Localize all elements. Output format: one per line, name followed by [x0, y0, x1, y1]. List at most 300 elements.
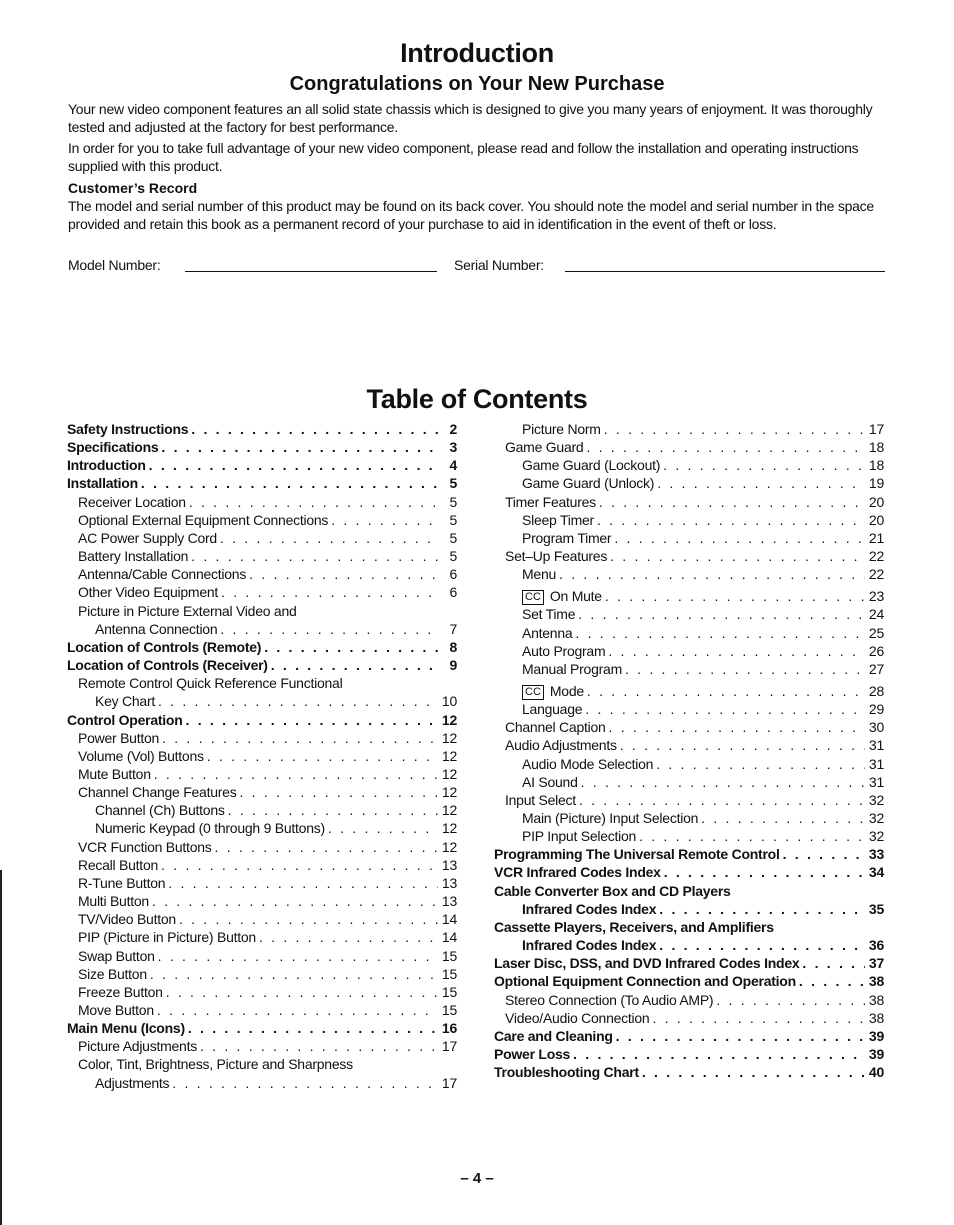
record-fields — [68, 256, 886, 276]
dot-leader — [716, 991, 865, 1009]
toc-entry-title — [505, 438, 583, 456]
toc-entry-page: 15 — [441, 965, 457, 982]
toc-entry-title — [78, 729, 159, 747]
dot-leader — [620, 736, 865, 754]
toc-entry — [67, 692, 457, 710]
toc-entry-page: 22 — [868, 548, 884, 565]
toc-entry — [67, 983, 457, 1001]
toc-entry-label: Infrared Codes Index — [522, 900, 657, 917]
toc-entry-page: 5 — [449, 511, 457, 528]
toc-entry-page: 16 — [441, 1020, 457, 1037]
dot-leader — [597, 511, 865, 529]
dot-leader — [659, 936, 865, 954]
dot-leader — [166, 983, 438, 1001]
toc-entry-label: VCR Function Buttons — [78, 838, 212, 855]
intro-paragraph-3: The model and serial number of this product may be found on its back cover. You should note the model and serial number in the space provided and retain this book as a permanent record of your purchase to aid in identification in the event of theft or loss. — [68, 198, 874, 232]
toc-entry — [67, 910, 457, 928]
toc-entry-label: Swap Button — [78, 947, 155, 964]
toc-entry-page: 24 — [868, 606, 884, 623]
toc-entry-title — [522, 809, 698, 827]
toc-entry-title — [78, 1001, 154, 1019]
toc-entry-title — [67, 438, 158, 456]
toc-entry-page: 37 — [868, 955, 884, 972]
toc-entry-title — [67, 474, 138, 492]
toc-entry-page: 6 — [449, 566, 457, 583]
toc-entry-label: Power Loss — [494, 1046, 571, 1062]
closed-caption-icon: CC — [522, 590, 544, 605]
dot-leader — [158, 947, 438, 965]
toc-entry — [67, 892, 457, 910]
toc-entry-page: 33 — [868, 846, 884, 863]
toc-entry-page: 34 — [868, 864, 884, 881]
toc-entry-label: Power Button — [78, 729, 160, 746]
toc-entry-label: Remote Control Quick Reference Functional — [78, 675, 343, 692]
dot-leader — [625, 660, 865, 678]
dot-leader — [172, 1074, 438, 1092]
toc-entry-page: 20 — [868, 511, 884, 528]
toc-entry-page: 26 — [868, 642, 884, 659]
dot-leader — [604, 420, 865, 438]
dot-leader — [639, 827, 865, 845]
toc-entry-title — [78, 493, 186, 511]
toc-entry-label: Set–Up Features — [505, 548, 608, 565]
toc-entry-label: Mode — [549, 683, 584, 700]
dot-leader — [215, 838, 438, 856]
dot-leader — [207, 747, 438, 765]
toc-entry-title — [67, 1019, 185, 1037]
toc-entry-title — [522, 605, 575, 623]
toc-entry-page: 35 — [868, 900, 884, 917]
dot-leader — [664, 863, 865, 881]
toc-entry-title — [522, 827, 636, 845]
toc-entry-page: 12 — [441, 747, 457, 764]
toc-entry-page: 17 — [441, 1038, 457, 1055]
toc-entry-page: 38 — [868, 973, 884, 990]
toc-entry — [67, 511, 457, 529]
toc-right-column — [494, 420, 884, 1081]
toc-entry — [67, 874, 457, 892]
toc-entry-title — [78, 1037, 197, 1055]
serial-number-field[interactable] — [565, 271, 885, 272]
dot-leader — [179, 910, 438, 928]
toc-entry-label: R-Tune Button — [78, 874, 166, 891]
toc-entry-page: 4 — [449, 457, 457, 474]
toc-entry — [67, 474, 457, 492]
dot-leader — [328, 819, 438, 837]
toc-entry-title — [78, 511, 328, 529]
toc-entry-title — [67, 456, 146, 474]
dot-leader — [161, 856, 438, 874]
toc-entry-title — [494, 918, 774, 936]
toc-entry — [494, 991, 884, 1009]
toc-entry-label: Specifications — [67, 439, 159, 456]
toc-entry — [494, 547, 884, 565]
toc-entry-label: Game Guard — [505, 439, 584, 456]
toc-entry-label: Manual Program — [522, 660, 622, 677]
dot-leader — [161, 438, 438, 456]
dot-leader — [228, 801, 438, 819]
toc-entry-title — [67, 420, 188, 438]
toc-entry-label: Menu — [522, 566, 557, 583]
toc-entry-label: Size Button — [78, 965, 147, 982]
toc-entry-label: Color, Tint, Brightness, Picture and Sharpness — [78, 1056, 353, 1073]
toc-entry-page: 13 — [441, 874, 457, 891]
toc-entry-page: 19 — [868, 475, 884, 492]
dot-leader — [149, 456, 438, 474]
toc-entry-page: 15 — [441, 947, 457, 964]
dot-leader — [663, 456, 865, 474]
toc-entry-title — [522, 700, 582, 718]
dot-leader — [249, 565, 438, 583]
toc-entry-title — [522, 936, 656, 954]
toc-entry-title — [522, 474, 654, 492]
toc-entry-label: Mute Button — [78, 765, 151, 782]
toc-entry-label: Channel Caption — [505, 719, 606, 736]
toc-entry-title — [505, 736, 617, 754]
toc-entry — [494, 605, 884, 623]
toc-entry-title — [78, 1055, 353, 1073]
toc-entry-title — [522, 529, 611, 547]
toc-entry-title — [522, 660, 622, 678]
dot-leader — [220, 620, 438, 638]
dot-leader — [259, 928, 438, 946]
toc-entry — [67, 602, 457, 620]
toc-entry — [494, 809, 884, 827]
toc-entry-label: Picture Norm — [522, 421, 601, 437]
toc-entry-page: 5 — [449, 529, 457, 546]
toc-entry-label: Language — [522, 701, 583, 718]
toc-entry-page: 5 — [449, 475, 457, 492]
toc-entry-title — [78, 565, 246, 583]
toc-entry-title — [505, 791, 576, 809]
dot-leader — [605, 587, 865, 605]
toc-entry-title — [522, 755, 653, 773]
dot-leader — [802, 954, 865, 972]
toc-entry — [67, 1074, 457, 1092]
toc-entry-title — [494, 1027, 613, 1045]
toc-entry — [494, 678, 884, 700]
toc-entry-label: Antenna Connection — [95, 620, 218, 637]
toc-entry-page: 12 — [441, 820, 457, 837]
toc-entry-page: 39 — [868, 1046, 884, 1062]
toc-entry — [494, 755, 884, 773]
toc-entry — [67, 783, 457, 801]
toc-entry-label: AI Sound — [522, 773, 578, 790]
dot-leader — [162, 729, 438, 747]
toc-entry-page: 8 — [449, 638, 457, 655]
dot-leader — [659, 900, 865, 918]
toc-entry-label: Video/Audio Connection — [505, 1009, 650, 1026]
toc-entry-title — [494, 972, 796, 990]
toc-entry-title — [522, 624, 572, 642]
dot-leader — [559, 565, 865, 583]
customer-record-heading: Customer’s Record — [68, 180, 198, 196]
toc-entry-page: 12 — [441, 784, 457, 801]
dot-leader — [587, 682, 865, 700]
toc-entry-label: Receiver Location — [78, 493, 186, 510]
dot-leader — [578, 605, 865, 623]
toc-entry-title — [494, 863, 661, 881]
toc-entry — [67, 1055, 457, 1073]
toc-entry-title — [95, 801, 225, 819]
toc-entry-page: 31 — [868, 755, 884, 772]
toc-entry-title — [494, 882, 731, 900]
dot-leader — [168, 874, 438, 892]
toc-entry — [494, 624, 884, 642]
toc-entry — [67, 856, 457, 874]
toc-entry-title — [78, 747, 204, 765]
toc-entry-page: 38 — [868, 991, 884, 1008]
toc-entry — [67, 438, 457, 456]
dot-leader — [610, 547, 865, 565]
toc-entry-title — [494, 1063, 639, 1081]
dot-leader — [271, 656, 438, 674]
toc-entry-title — [494, 845, 780, 863]
toc-entry-page: 23 — [868, 588, 884, 605]
toc-entry-title — [505, 1009, 649, 1027]
toc-entry-title — [494, 954, 799, 972]
intro-paragraph-1: Your new video component features an all solid state chassis which is designed to give you many years of enjoyment. It was thoroughly tested and adjusted at the factory for best performance. — [68, 101, 873, 135]
dot-leader — [573, 1045, 865, 1063]
toc-entry-page: 13 — [441, 856, 457, 873]
toc-entry — [494, 882, 884, 900]
toc-entry-label: Location of Controls (Receiver) — [67, 657, 268, 674]
toc-entry — [494, 1045, 884, 1063]
toc-entry — [67, 801, 457, 819]
toc-entry-page: 20 — [868, 493, 884, 510]
toc-entry-page: 28 — [868, 683, 884, 700]
dot-leader — [586, 438, 865, 456]
toc-entry-page: 30 — [868, 719, 884, 736]
intro-title: Introduction — [400, 38, 554, 68]
toc-entry-label: Channel (Ch) Buttons — [95, 802, 225, 819]
toc-entry — [494, 845, 884, 863]
toc-entry-title — [78, 947, 155, 965]
toc-entry-label: Game Guard (Unlock) — [522, 475, 655, 492]
toc-entry-label: Antenna — [522, 624, 573, 641]
toc-entry-page: 7 — [449, 620, 457, 637]
toc-entry — [67, 947, 457, 965]
toc-entry — [494, 736, 884, 754]
model-number-field[interactable] — [185, 271, 437, 272]
toc-entry-label: Sleep Timer — [522, 511, 594, 528]
toc-entry-label: Safety Instructions — [67, 421, 189, 437]
toc-entry-page: 10 — [441, 693, 457, 710]
dot-leader — [188, 1019, 438, 1037]
toc-entry-title — [505, 493, 596, 511]
toc-entry-label: Main (Picture) Input Selection — [522, 809, 699, 826]
dot-leader — [239, 783, 438, 801]
toc-entry-page: 2 — [449, 421, 457, 437]
toc-entry-title — [78, 874, 165, 892]
dot-leader — [608, 642, 865, 660]
toc-entry — [67, 420, 457, 438]
toc-entry-title — [95, 692, 155, 710]
dot-leader — [189, 493, 438, 511]
toc-entry — [67, 765, 457, 783]
dot-leader — [579, 791, 865, 809]
toc-entry-title — [522, 642, 605, 660]
toc-entry-page: 17 — [868, 421, 884, 437]
toc-entry-title — [67, 711, 183, 729]
toc-entry — [67, 456, 457, 474]
toc-entry-label: Audio Adjustments — [505, 737, 617, 754]
toc-entry — [67, 493, 457, 511]
dot-leader — [200, 1037, 438, 1055]
dot-leader — [264, 638, 438, 656]
toc-entry-label: Timer Features — [505, 493, 596, 510]
toc-entry-title — [505, 718, 606, 736]
toc-entry-label: Infrared Codes Index — [522, 937, 657, 954]
toc-entry-page: 13 — [441, 893, 457, 910]
toc-entry-page: 18 — [868, 439, 884, 456]
toc-entry-label: Main Menu (Icons) — [67, 1020, 185, 1037]
toc-entry-label: Control Operation — [67, 711, 183, 728]
toc-left-column — [67, 420, 457, 1092]
toc-entry-title — [78, 529, 217, 547]
dot-leader — [221, 583, 438, 601]
toc-entry-title — [95, 1074, 169, 1092]
toc-entry-label: Cassette Players, Receivers, and Amplifiers — [494, 918, 774, 935]
toc-entry-title — [494, 1045, 570, 1063]
toc-entry — [494, 791, 884, 809]
toc-entry-label: Stereo Connection (To Audio AMP) — [505, 991, 714, 1008]
toc-entry-label: Freeze Button — [78, 983, 163, 1000]
toc-entry-page: 32 — [868, 809, 884, 826]
toc-entry — [494, 936, 884, 954]
toc-entry-title — [67, 638, 261, 656]
toc-entry-page: 3 — [449, 439, 457, 456]
toc-entry — [494, 863, 884, 881]
toc-entry-label: Optional External Equipment Connections — [78, 511, 329, 528]
toc-entry — [494, 900, 884, 918]
toc-entry-label: Antenna/Cable Connections — [78, 566, 247, 583]
toc-entry-page: 31 — [868, 773, 884, 790]
toc-entry-label: Other Video Equipment — [78, 584, 219, 601]
toc-entry — [67, 565, 457, 583]
toc-entry-label: Picture Adjustments — [78, 1038, 197, 1055]
toc-entry-page: 36 — [868, 937, 884, 954]
dot-leader — [150, 965, 438, 983]
toc-entry-label: Set Time — [522, 606, 576, 623]
toc-entry — [67, 747, 457, 765]
toc-entry-title — [78, 892, 149, 910]
toc-entry-page: 5 — [449, 493, 457, 510]
toc-entry-page: 31 — [868, 737, 884, 754]
toc-entry-page: 12 — [441, 729, 457, 746]
toc-entry-label: Program Timer — [522, 529, 612, 546]
toc-entry — [494, 529, 884, 547]
toc-entry-title — [78, 983, 163, 1001]
toc-entry-label: Volume (Vol) Buttons — [78, 747, 204, 764]
toc-entry-label: Move Button — [78, 1002, 154, 1018]
toc-entry-title — [522, 565, 556, 583]
dot-leader — [614, 529, 865, 547]
toc-entry — [494, 438, 884, 456]
dot-leader — [642, 1063, 865, 1081]
toc-entry — [67, 547, 457, 565]
toc-entry-page: 9 — [449, 657, 457, 674]
toc-entry-label: PIP (Picture in Picture) Button — [78, 929, 256, 946]
toc-entry — [67, 583, 457, 601]
toc-entry-page: 18 — [868, 457, 884, 474]
toc-entry-page: 38 — [868, 1009, 884, 1026]
toc-entry — [494, 642, 884, 660]
toc-entry-title — [78, 602, 297, 620]
toc-entry-page: 12 — [441, 838, 457, 855]
dot-leader — [701, 809, 865, 827]
toc-entry-title — [95, 620, 217, 638]
toc-entry — [67, 1019, 457, 1037]
dot-leader — [575, 624, 865, 642]
toc-entry-page: 29 — [868, 701, 884, 718]
toc-entry-label: Numeric Keypad (0 through 9 Buttons) — [95, 820, 325, 837]
toc-entry — [67, 711, 457, 729]
toc-entry-label: Laser Disc, DSS, and DVD Infrared Codes Index — [494, 955, 800, 972]
toc-entry-label: Care and Cleaning — [494, 1027, 613, 1044]
toc-entry-label: Adjustments — [95, 1074, 170, 1091]
toc-entry-label: Optional Equipment Connection and Operation — [494, 973, 796, 990]
toc-entry-label: Location of Controls (Remote) — [67, 638, 262, 655]
toc-entry-page: 32 — [868, 828, 884, 845]
dot-leader — [616, 1027, 865, 1045]
toc-entry-page: 25 — [868, 624, 884, 641]
toc-entry-page: 12 — [441, 802, 457, 819]
toc-entry — [494, 583, 884, 605]
toc-entry-title — [522, 456, 660, 474]
toc-entry — [67, 620, 457, 638]
closed-caption-icon: CC — [522, 685, 544, 700]
toc-entry-title — [505, 991, 713, 1009]
toc-entry-page: 5 — [449, 548, 457, 565]
toc-title: Table of Contents — [366, 384, 588, 414]
toc-entry — [494, 954, 884, 972]
dot-leader — [154, 765, 438, 783]
toc-entry — [494, 918, 884, 936]
toc-entry — [494, 1009, 884, 1027]
toc-entry — [67, 928, 457, 946]
toc-entry-label: AC Power Supply Cord — [78, 529, 217, 546]
toc-entry — [494, 700, 884, 718]
toc-entry-title — [522, 773, 578, 791]
intro-subtitle: Congratulations on Your New Purchase — [289, 73, 665, 95]
toc-entry-label: VCR Infrared Codes Index — [494, 864, 661, 881]
toc-entry-title — [95, 819, 325, 837]
dot-leader — [157, 1001, 438, 1019]
toc-entry-page: 14 — [441, 911, 457, 928]
toc-entry — [67, 1037, 457, 1055]
dot-leader — [152, 892, 438, 910]
toc-entry-page: 15 — [441, 1002, 457, 1018]
toc-entry-page: 14 — [441, 929, 457, 946]
toc-entry-title — [78, 547, 188, 565]
toc-entry-page: 6 — [449, 584, 457, 601]
toc-entry-label: PIP Input Selection — [522, 828, 637, 845]
toc-entry-page: 27 — [868, 660, 884, 677]
toc-entry-title — [67, 656, 268, 674]
toc-entry-label: Channel Change Features — [78, 784, 237, 801]
toc-entry-page: 12 — [441, 765, 457, 782]
toc-entry-label: Input Select — [505, 791, 576, 808]
toc-entry — [494, 456, 884, 474]
toc-entry — [494, 660, 884, 678]
toc-entry-title — [522, 900, 656, 918]
toc-entry-title — [78, 583, 218, 601]
page-number: – 4 – — [460, 1170, 494, 1187]
toc-entry-title — [78, 783, 236, 801]
dot-leader — [220, 529, 438, 547]
toc-entry-label: TV/Video Button — [78, 911, 176, 928]
